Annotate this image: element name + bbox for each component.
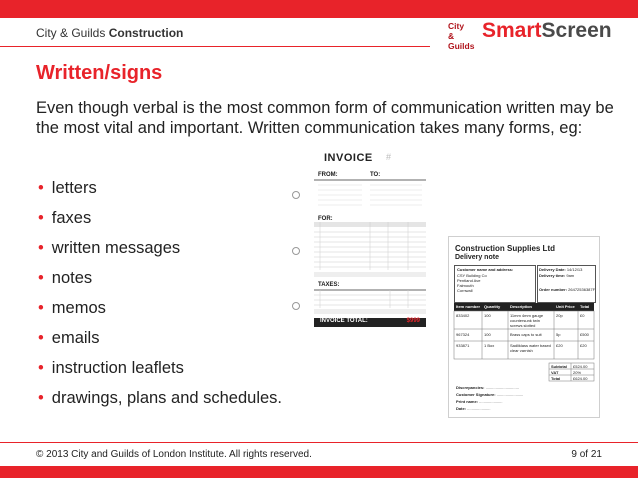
bullet-dot-icon: • — [38, 299, 44, 317]
row-item: 933871 — [456, 343, 470, 348]
subtotal-value: £524.00 — [573, 364, 588, 369]
th-description: Description — [510, 304, 533, 309]
header-brand-suffix: Construction — [108, 26, 184, 40]
delivery-subtitle: Delivery note — [455, 254, 499, 261]
invoice-total-bar — [314, 318, 426, 327]
row-total: £500 — [580, 332, 589, 337]
row-unit: 5p — [556, 332, 561, 337]
bullet-item — [38, 388, 282, 418]
smartscreen-wordmark — [482, 19, 612, 43]
invoice-total-value: $999 — [406, 318, 420, 324]
invoice-to-label: TO: — [370, 172, 381, 178]
row-item: 967324 — [456, 332, 470, 337]
bullet-text: notes — [51, 269, 93, 287]
bullet-text: letters — [51, 179, 97, 197]
invoice-hash: # — [386, 152, 392, 162]
row-qty: 100 — [484, 332, 491, 337]
row-unit: £20 — [556, 343, 563, 348]
bullet-text: faxes — [51, 209, 92, 227]
delivery-note-image — [448, 236, 600, 418]
page-number: 9 of 21 — [571, 449, 602, 460]
bullet-dot-icon: • — [38, 209, 44, 227]
bullet-text: written messages — [51, 239, 181, 257]
logo-smart: Smart — [482, 19, 542, 42]
bullet-dot-icon: • — [38, 389, 44, 407]
th-total: Total — [580, 304, 590, 309]
delivery-time: Delivery time: 9am — [539, 273, 575, 278]
row-unit: 20p — [556, 313, 563, 318]
print-name-label: Print name: ..................... — [456, 399, 503, 404]
smartscreen-logo — [448, 19, 612, 51]
vat-label: VAT — [551, 370, 559, 375]
slide-intro: Even though verbal is the most common form of communication written may be the most vital and important. Written communication takes many forms, eg: — [36, 99, 614, 137]
th-unit-price: Unit Price — [556, 304, 575, 309]
header-brand — [36, 26, 183, 40]
row-desc: 11mm 4mm gauge countersunk twin screws slotted — [510, 313, 544, 328]
invoice-image — [310, 150, 430, 328]
th-quantity: Quantity — [484, 304, 501, 309]
radio-option[interactable] — [292, 302, 300, 310]
th-item: Item number — [456, 304, 481, 309]
bullet-text: memos — [51, 299, 106, 317]
customer-line: CSY Building Co — [457, 273, 487, 278]
bullet-item — [38, 268, 282, 298]
customer-line: Cornwall — [457, 288, 473, 293]
bullet-text: drawings, plans and schedules. — [51, 389, 283, 407]
row-desc: Sadliklass water based clear varnish — [510, 343, 551, 353]
bullet-item — [38, 358, 282, 388]
bullet-dot-icon: • — [38, 269, 44, 287]
bullet-dot-icon: • — [38, 359, 44, 377]
invoice-for-label: FOR: — [318, 216, 333, 222]
logo-guilds: Guilds — [448, 41, 475, 51]
invoice-from-label: FROM: — [318, 172, 338, 178]
logo-screen: Screen — [541, 19, 612, 42]
invoice-total-label: INVOICE TOTAL: — [320, 318, 368, 324]
bullet-dot-icon: • — [38, 329, 44, 347]
slide-title: Written/signs — [36, 62, 163, 84]
customer-line: Falmouth — [457, 283, 474, 288]
date-label: Date: ..................... — [456, 406, 491, 411]
invoice-taxes-label: TAXES: — [318, 282, 340, 288]
bullet-text: emails — [51, 329, 100, 347]
row-desc: Brass caps to suit — [510, 332, 542, 337]
city-guilds-logo-mark — [448, 21, 478, 51]
total-value: £624.00 — [573, 376, 588, 381]
header-rule — [0, 46, 430, 47]
subtotal-label: Subtotal — [551, 364, 567, 369]
bottom-accent-bar — [0, 466, 638, 478]
bullet-item — [38, 328, 282, 358]
row-qty: 1 Box — [484, 343, 495, 348]
delivery-company: Construction Supplies Ltd — [455, 244, 555, 253]
bullet-item — [38, 298, 282, 328]
total-label: Total — [551, 376, 561, 381]
bullet-text: instruction leaflets — [51, 359, 184, 377]
row-qty: 100 — [484, 313, 491, 318]
bullet-item — [38, 208, 282, 238]
customer-label: Customer name and address: — [457, 267, 514, 272]
signature-label: Customer Signature: ........................ — [456, 392, 524, 397]
vat-value: 20% — [573, 370, 582, 375]
logo-city: City — [448, 21, 465, 31]
invoice-lines — [310, 150, 430, 328]
row-item: 833402 — [456, 313, 470, 318]
discrepancies-label: Discrepancies: .............................. — [456, 385, 519, 390]
radio-option[interactable] — [292, 247, 300, 255]
row-total: £20 — [580, 343, 587, 348]
order-number: Order number: 26472536387F — [539, 287, 596, 292]
bullet-list — [38, 178, 282, 418]
logo-amp: & — [448, 31, 455, 41]
footer-copyright: © 2013 City and Guilds of London Institute. All rights reserved. — [36, 449, 312, 460]
footer-rule — [0, 442, 638, 443]
row-total: £0 — [580, 313, 585, 318]
radio-option[interactable] — [292, 191, 300, 199]
bullet-dot-icon: • — [38, 179, 44, 197]
customer-line: Pentland Ave — [457, 278, 481, 283]
top-accent-bar — [0, 0, 638, 18]
bullet-dot-icon: • — [38, 239, 44, 257]
bullet-item — [38, 178, 282, 208]
bullet-item — [38, 238, 282, 268]
invoice-title: INVOICE — [324, 152, 373, 164]
header-brand-prefix: City & Guilds — [36, 26, 106, 40]
delivery-date: Delivery Date: 14/12/13 — [539, 267, 583, 272]
